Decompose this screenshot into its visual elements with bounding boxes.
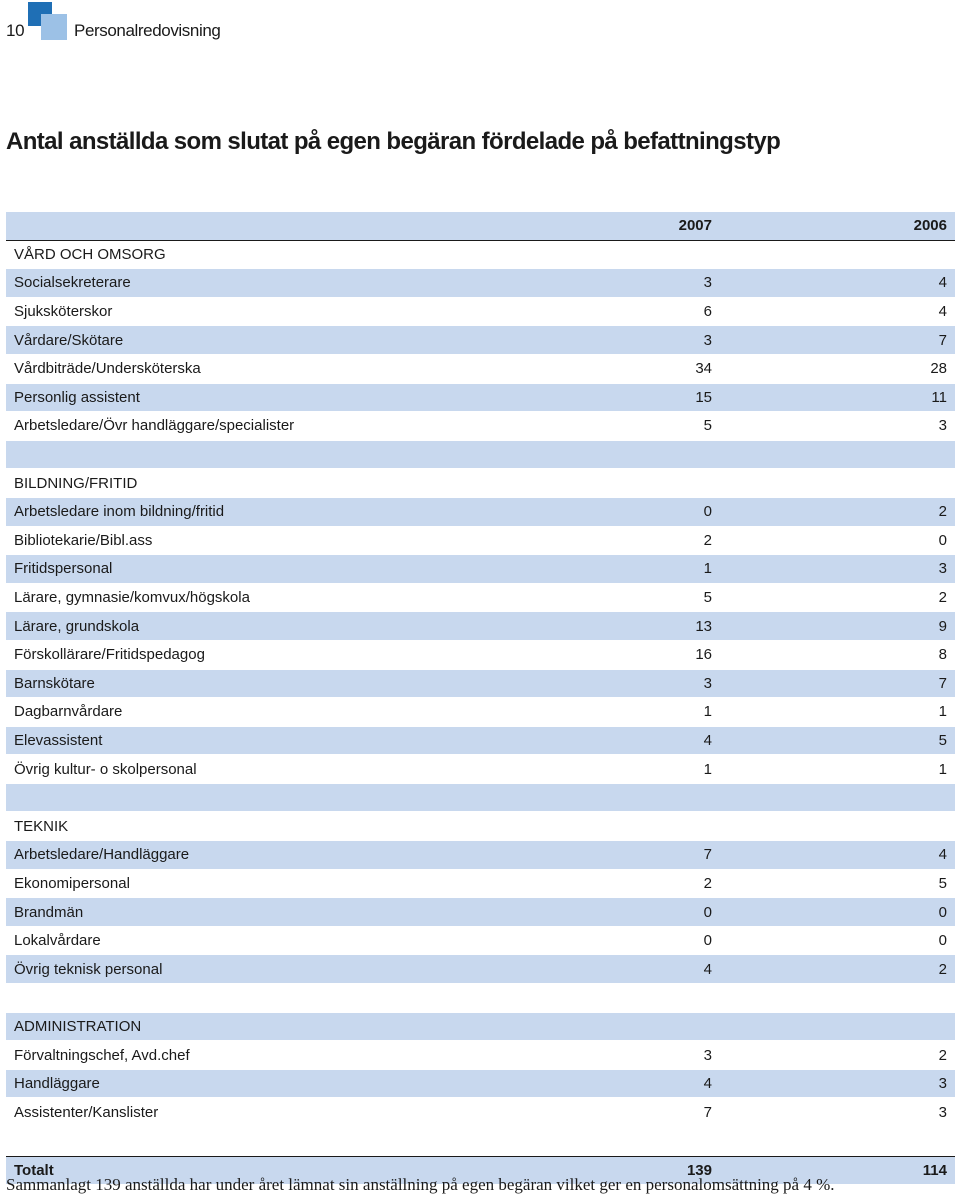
table-row: [6, 355, 955, 384]
row-label: Personlig assistent: [14, 388, 140, 406]
section-heading: ADMINISTRATION: [14, 1017, 142, 1035]
row-label: Fritidspersonal: [14, 560, 113, 578]
value-2007: 7: [703, 1103, 712, 1121]
row-label: Arbetsledare/Handläggare: [14, 846, 190, 864]
row-label: Övrig kultur- o skolpersonal: [14, 760, 197, 778]
value-2006: 7: [938, 331, 947, 349]
spacer-row: [6, 1127, 955, 1156]
row-label: Lärare, gymnasie/komvux/högskola: [14, 589, 250, 607]
table-row: [6, 527, 955, 556]
row-label: Förvaltningschef, Avd.chef: [14, 1046, 190, 1064]
table-row: [6, 584, 955, 613]
table-row: [6, 727, 955, 756]
logo-square-light: [41, 14, 67, 40]
table-row: [6, 927, 955, 956]
row-label: Socialsekreterare: [14, 274, 131, 292]
value-2007: 2: [703, 874, 712, 892]
section-heading: VÅRD OCH OMSORG: [14, 245, 166, 263]
row-label: Vårdbiträde/Undersköterska: [14, 360, 201, 378]
total-value-2006: 114: [922, 1161, 947, 1179]
total-value-2007: 139: [686, 1161, 712, 1179]
value-2007: 4: [703, 960, 712, 978]
section-heading: TEKNIK: [14, 817, 69, 835]
table-body: [6, 241, 955, 1127]
section-heading-row: [6, 469, 955, 498]
value-2007: 3: [703, 274, 712, 292]
table-row: [6, 898, 955, 927]
table-row: [6, 298, 955, 327]
total-label: Totalt: [14, 1161, 54, 1179]
section-name: Personalredovisning: [74, 21, 221, 40]
row-label: Handläggare: [14, 1075, 100, 1093]
table-header-row: [6, 212, 955, 241]
value-2007: 3: [703, 1046, 712, 1064]
table-row: [6, 641, 955, 670]
table-row: [6, 326, 955, 355]
row-label: Övrig teknisk personal: [14, 960, 163, 978]
footnote: Sammanlagt 139 anställda har under året lämnat sin anställning på egen begäran vilket ger en personalomsättning på 4 %.: [6, 1175, 835, 1194]
value-2006: 2: [938, 960, 947, 978]
section-heading: BILDNING/FRITID: [14, 474, 138, 492]
value-2007: 3: [703, 674, 712, 692]
page-number: 10: [6, 21, 25, 40]
value-2006: 1: [938, 760, 947, 778]
row-label: Lokalvårdare: [14, 932, 101, 950]
spacer-row: [6, 441, 955, 470]
value-2007: 2: [703, 531, 712, 549]
spacer-row: [6, 784, 955, 813]
column-header-2007: 2007: [678, 217, 712, 235]
value-2007: 5: [703, 417, 712, 435]
table-row: [6, 670, 955, 699]
table-row: [6, 269, 955, 298]
table-row: [6, 412, 955, 441]
value-2006: 9: [938, 617, 947, 635]
value-2006: 0: [938, 932, 947, 950]
table-row: [6, 841, 955, 870]
row-label: Sjuksköterskor: [14, 303, 113, 321]
value-2007: 16: [695, 646, 712, 664]
value-2006: 3: [938, 1075, 947, 1093]
page-title: Antal anställda som slutat på egen begäran fördelade på befattningstyp: [6, 128, 781, 155]
value-2007: 3: [703, 331, 712, 349]
value-2007: 1: [703, 703, 712, 721]
value-2006: 0: [938, 903, 947, 921]
logo: [28, 2, 68, 40]
row-label: Vårdare/Skötare: [14, 331, 124, 349]
section-heading-row: [6, 1013, 955, 1042]
value-2007: 13: [695, 617, 712, 635]
value-2006: 4: [938, 274, 947, 292]
value-2006: 3: [938, 1103, 947, 1121]
value-2007: 5: [703, 589, 712, 607]
section-heading-row: [6, 812, 955, 841]
table-row: [6, 955, 955, 984]
table-row: [6, 870, 955, 899]
value-2006: 3: [938, 417, 947, 435]
table-row: [6, 1041, 955, 1070]
value-2007: 4: [703, 1075, 712, 1093]
table-row: [6, 755, 955, 784]
table-row: [6, 1098, 955, 1127]
table-row: [6, 555, 955, 584]
value-2006: 11: [931, 388, 947, 406]
table-row: [6, 1070, 955, 1099]
row-label: Dagbarnvårdare: [14, 703, 123, 721]
value-2007: 34: [695, 360, 712, 378]
value-2006: 0: [938, 531, 947, 549]
row-label: Barnskötare: [14, 674, 95, 692]
value-2006: 1: [938, 703, 947, 721]
row-label: Brandmän: [14, 903, 84, 921]
section-heading-row: [6, 241, 955, 270]
value-2006: 4: [938, 846, 947, 864]
value-2006: 8: [938, 646, 947, 664]
row-label: Förskollärare/Fritidspedagog: [14, 646, 205, 664]
value-2006: 5: [938, 874, 947, 892]
value-2006: 2: [938, 503, 947, 521]
row-label: Lärare, grundskola: [14, 617, 140, 635]
resignation-table: [6, 212, 955, 1185]
value-2007: 15: [695, 388, 712, 406]
value-2006: 5: [938, 731, 947, 749]
table-row: [6, 612, 955, 641]
value-2007: 4: [703, 731, 712, 749]
row-label: Arbetsledare/Övr handläggare/specialister: [14, 417, 295, 435]
value-2007: 0: [703, 903, 712, 921]
value-2006: 28: [930, 360, 947, 378]
value-2007: 0: [703, 503, 712, 521]
value-2006: 2: [938, 1046, 947, 1064]
row-label: Elevassistent: [14, 731, 103, 749]
value-2007: 1: [703, 760, 712, 778]
table-row: [6, 498, 955, 527]
row-label: Assistenter/Kanslister: [14, 1103, 159, 1121]
value-2006: 4: [938, 303, 947, 321]
value-2006: 2: [938, 589, 947, 607]
value-2007: 1: [703, 560, 712, 578]
value-2006: 7: [938, 674, 947, 692]
value-2007: 0: [703, 932, 712, 950]
row-label: Ekonomipersonal: [14, 874, 130, 892]
table-row: [6, 698, 955, 727]
row-label: Bibliotekarie/Bibl.ass: [14, 531, 153, 549]
column-header-2006: 2006: [913, 217, 947, 235]
value-2007: 7: [703, 846, 712, 864]
value-2007: 6: [703, 303, 712, 321]
value-2006: 3: [938, 560, 947, 578]
spacer-row: [6, 984, 955, 1013]
row-label: Arbetsledare inom bildning/fritid: [14, 503, 225, 521]
table-row: [6, 384, 955, 413]
